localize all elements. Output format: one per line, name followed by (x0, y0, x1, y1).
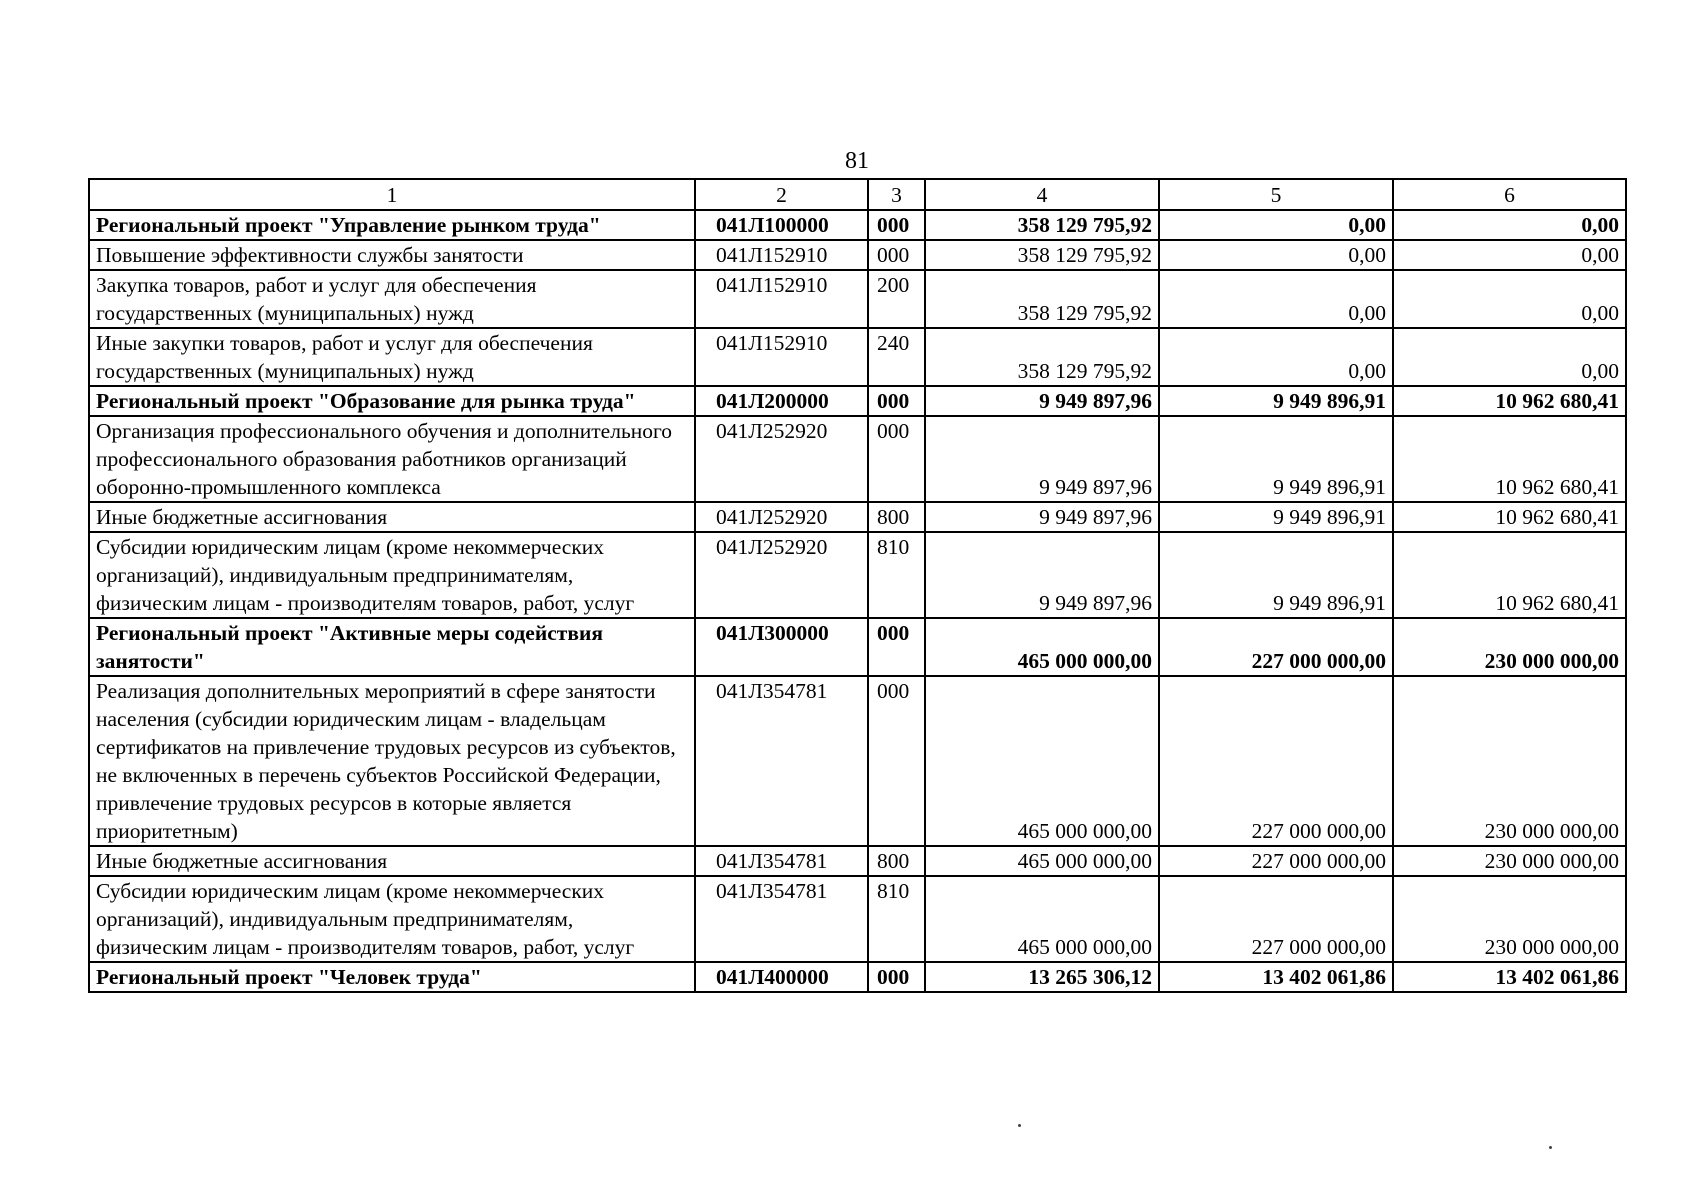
table-header-row (89, 179, 1626, 210)
row-name: Организация профессионального обучения и дополнительного профессионального образования работников организаций оборонно-промышленного комплекса (89, 416, 695, 502)
budget-table (88, 178, 1627, 993)
row-code: 041Л252920 (695, 416, 868, 502)
row-value-col6: 230 000 000,00 (1393, 676, 1626, 846)
row-name: Закупка товаров, работ и услуг для обеспечения государственных (муниципальных) нужд (89, 270, 695, 328)
row-value-col5: 0,00 (1159, 240, 1393, 270)
row-value-col5: 13 402 061,86 (1159, 962, 1393, 992)
table-row (89, 328, 1626, 386)
table-row (89, 502, 1626, 532)
row-value-col6: 0,00 (1393, 328, 1626, 386)
row-value-col5: 0,00 (1159, 210, 1393, 240)
row-value-col5: 9 949 896,91 (1159, 502, 1393, 532)
table-row (89, 416, 1626, 502)
scan-speck (1018, 1124, 1021, 1127)
row-value-col4: 465 000 000,00 (925, 618, 1159, 676)
row-name: Региональный проект "Управление рынком труда" (89, 210, 695, 240)
row-value-col6: 10 962 680,41 (1393, 532, 1626, 618)
row-value-col5: 227 000 000,00 (1159, 846, 1393, 876)
column-number: 1 (89, 179, 695, 210)
row-code: 041Л152910 (695, 270, 868, 328)
row-value-col6: 10 962 680,41 (1393, 502, 1626, 532)
row-code: 041Л354781 (695, 676, 868, 846)
row-code: 041Л354781 (695, 876, 868, 962)
row-expense-type: 200 (868, 270, 925, 328)
table-row (89, 532, 1626, 618)
row-value-col5: 9 949 896,91 (1159, 532, 1393, 618)
row-expense-type: 810 (868, 532, 925, 618)
table-row (89, 676, 1626, 846)
column-number: 5 (1159, 179, 1393, 210)
row-expense-type: 000 (868, 618, 925, 676)
row-code: 041Л354781 (695, 846, 868, 876)
row-expense-type: 000 (868, 240, 925, 270)
column-number: 6 (1393, 179, 1626, 210)
row-value-col6: 13 402 061,86 (1393, 962, 1626, 992)
row-value-col5: 0,00 (1159, 270, 1393, 328)
table-row (89, 240, 1626, 270)
row-value-col5: 227 000 000,00 (1159, 876, 1393, 962)
section-row (89, 618, 1626, 676)
row-value-col5: 9 949 896,91 (1159, 386, 1393, 416)
page-number: 81 (845, 148, 869, 174)
row-name: Повышение эффективности службы занятости (89, 240, 695, 270)
row-value-col6: 230 000 000,00 (1393, 618, 1626, 676)
row-code: 041Л400000 (695, 962, 868, 992)
row-expense-type: 240 (868, 328, 925, 386)
row-expense-type: 800 (868, 846, 925, 876)
row-value-col5: 227 000 000,00 (1159, 676, 1393, 846)
row-value-col5: 0,00 (1159, 328, 1393, 386)
column-number: 2 (695, 179, 868, 210)
row-value-col6: 0,00 (1393, 270, 1626, 328)
row-value-col4: 9 949 897,96 (925, 532, 1159, 618)
row-name: Иные закупки товаров, работ и услуг для обеспечения государственных (муниципальных) нужд (89, 328, 695, 386)
row-name: Региональный проект "Образование для рынка труда" (89, 386, 695, 416)
row-expense-type: 800 (868, 502, 925, 532)
row-value-col5: 227 000 000,00 (1159, 618, 1393, 676)
row-name: Региональный проект "Активные меры содействия занятости" (89, 618, 695, 676)
row-name: Иные бюджетные ассигнования (89, 502, 695, 532)
row-value-col4: 465 000 000,00 (925, 876, 1159, 962)
row-value-col6: 10 962 680,41 (1393, 416, 1626, 502)
row-expense-type: 000 (868, 210, 925, 240)
table-row (89, 270, 1626, 328)
row-value-col5: 9 949 896,91 (1159, 416, 1393, 502)
row-value-col6: 10 962 680,41 (1393, 386, 1626, 416)
row-value-col6: 0,00 (1393, 210, 1626, 240)
row-code: 041Л152910 (695, 240, 868, 270)
row-value-col4: 358 129 795,92 (925, 240, 1159, 270)
row-value-col4: 358 129 795,92 (925, 328, 1159, 386)
row-value-col4: 358 129 795,92 (925, 210, 1159, 240)
section-row (89, 962, 1626, 992)
row-expense-type: 000 (868, 386, 925, 416)
row-name: Реализация дополнительных мероприятий в сфере занятости населения (субсидии юридическим лицам - владельцам сертификатов на привлечение трудовых ресурсов из субъектов, не включенных в перечень субъектов Российской Федерации, привлечение трудовых ресурсов в которые является приоритетным) (89, 676, 695, 846)
row-expense-type: 000 (868, 962, 925, 992)
row-name: Субсидии юридическим лицам (кроме некоммерческих организаций), индивидуальным предпринимателям, физическим лицам - производителям товаров, работ, услуг (89, 876, 695, 962)
row-value-col4: 465 000 000,00 (925, 846, 1159, 876)
row-value-col6: 0,00 (1393, 240, 1626, 270)
row-code: 041Л252920 (695, 532, 868, 618)
row-name: Региональный проект "Человек труда" (89, 962, 695, 992)
row-code: 041Л300000 (695, 618, 868, 676)
row-value-col4: 9 949 897,96 (925, 502, 1159, 532)
row-code: 041Л252920 (695, 502, 868, 532)
table-row (89, 846, 1626, 876)
row-code: 041Л100000 (695, 210, 868, 240)
row-value-col6: 230 000 000,00 (1393, 876, 1626, 962)
row-name: Субсидии юридическим лицам (кроме некоммерческих организаций), индивидуальным предпринимателям, физическим лицам - производителям товаров, работ, услуг (89, 532, 695, 618)
table-row (89, 876, 1626, 962)
section-row (89, 210, 1626, 240)
row-value-col4: 9 949 897,96 (925, 386, 1159, 416)
scan-speck (1549, 1146, 1552, 1149)
row-value-col4: 13 265 306,12 (925, 962, 1159, 992)
row-value-col6: 230 000 000,00 (1393, 846, 1626, 876)
row-code: 041Л152910 (695, 328, 868, 386)
row-value-col4: 358 129 795,92 (925, 270, 1159, 328)
column-number: 3 (868, 179, 925, 210)
row-expense-type: 000 (868, 676, 925, 846)
row-code: 041Л200000 (695, 386, 868, 416)
row-expense-type: 810 (868, 876, 925, 962)
row-name: Иные бюджетные ассигнования (89, 846, 695, 876)
row-expense-type: 000 (868, 416, 925, 502)
column-number: 4 (925, 179, 1159, 210)
section-row (89, 386, 1626, 416)
row-value-col4: 465 000 000,00 (925, 676, 1159, 846)
row-value-col4: 9 949 897,96 (925, 416, 1159, 502)
